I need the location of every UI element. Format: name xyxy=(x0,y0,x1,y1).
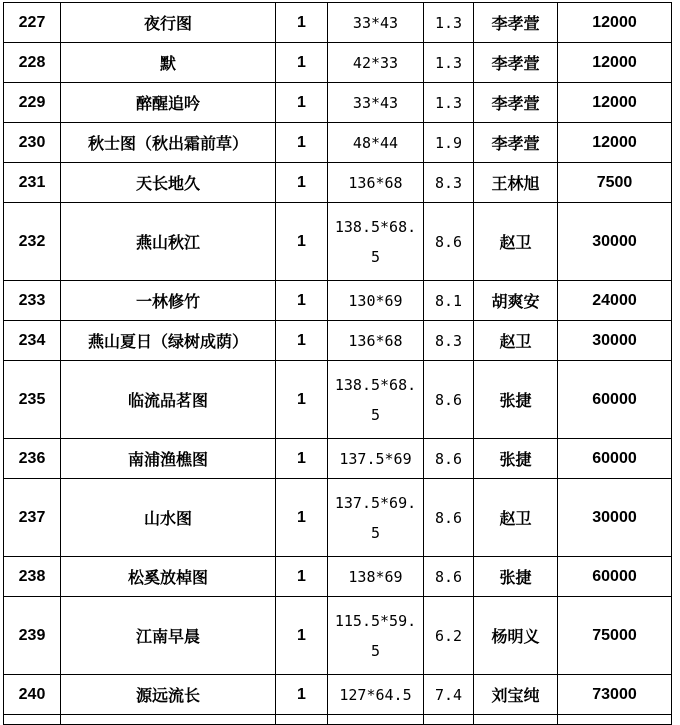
price: 73000 xyxy=(558,675,672,715)
artwork-size: 42*33 xyxy=(328,43,424,83)
artwork-size: 138.5*68.5 xyxy=(328,361,424,439)
area-value: 1.3 xyxy=(424,3,474,43)
area-value: 6.2 xyxy=(424,597,474,675)
empty-cell xyxy=(328,715,424,725)
empty-cell xyxy=(61,715,276,725)
area-value: 1.9 xyxy=(424,123,474,163)
table-row xyxy=(4,439,672,479)
artwork-size: 136*68 xyxy=(328,163,424,203)
artwork-table xyxy=(3,2,672,725)
area-value: 1.3 xyxy=(424,43,474,83)
quantity: 1 xyxy=(276,3,328,43)
price: 60000 xyxy=(558,557,672,597)
quantity: 1 xyxy=(276,43,328,83)
artist-name: 张捷 xyxy=(474,439,558,479)
artist-name: 杨明义 xyxy=(474,597,558,675)
artwork-title: 山水图 xyxy=(61,479,276,557)
empty-cell xyxy=(4,715,61,725)
table-row xyxy=(4,675,672,715)
table-row xyxy=(4,281,672,321)
row-number: 237 xyxy=(4,479,61,557)
price: 24000 xyxy=(558,281,672,321)
row-number: 233 xyxy=(4,281,61,321)
table-row-partial xyxy=(4,715,672,725)
artwork-title: 松奚放棹图 xyxy=(61,557,276,597)
area-value: 8.3 xyxy=(424,163,474,203)
artist-name: 胡爽安 xyxy=(474,281,558,321)
price: 60000 xyxy=(558,361,672,439)
artist-name: 李孝萱 xyxy=(474,3,558,43)
price: 30000 xyxy=(558,321,672,361)
area-value: 8.6 xyxy=(424,361,474,439)
table-row xyxy=(4,321,672,361)
empty-cell xyxy=(558,715,672,725)
table-row xyxy=(4,123,672,163)
artist-name: 张捷 xyxy=(474,557,558,597)
artwork-title: 燕山夏日（绿树成荫） xyxy=(61,321,276,361)
table-body xyxy=(4,3,672,725)
artwork-title: 秋士图（秋出霜前草） xyxy=(61,123,276,163)
artist-name: 李孝萱 xyxy=(474,43,558,83)
artwork-size: 137.5*69 xyxy=(328,439,424,479)
area-value: 8.6 xyxy=(424,557,474,597)
artist-name: 赵卫 xyxy=(474,479,558,557)
artist-name: 王林旭 xyxy=(474,163,558,203)
table-row xyxy=(4,163,672,203)
empty-cell xyxy=(474,715,558,725)
row-number: 228 xyxy=(4,43,61,83)
artwork-size: 137.5*69.5 xyxy=(328,479,424,557)
price: 7500 xyxy=(558,163,672,203)
quantity: 1 xyxy=(276,557,328,597)
artwork-size: 127*64.5 xyxy=(328,675,424,715)
quantity: 1 xyxy=(276,203,328,281)
quantity: 1 xyxy=(276,281,328,321)
quantity: 1 xyxy=(276,597,328,675)
artwork-size: 33*43 xyxy=(328,3,424,43)
table-row xyxy=(4,479,672,557)
table-row xyxy=(4,597,672,675)
artwork-title: 临流品茗图 xyxy=(61,361,276,439)
area-value: 8.3 xyxy=(424,321,474,361)
quantity: 1 xyxy=(276,321,328,361)
area-value: 8.6 xyxy=(424,203,474,281)
artwork-title: 燕山秋江 xyxy=(61,203,276,281)
row-number: 235 xyxy=(4,361,61,439)
artwork-title: 天长地久 xyxy=(61,163,276,203)
row-number: 234 xyxy=(4,321,61,361)
quantity: 1 xyxy=(276,123,328,163)
artist-name: 刘宝纯 xyxy=(474,675,558,715)
table-row xyxy=(4,361,672,439)
table-row xyxy=(4,43,672,83)
artwork-title: 夜行图 xyxy=(61,3,276,43)
artwork-size: 130*69 xyxy=(328,281,424,321)
artwork-size: 138*69 xyxy=(328,557,424,597)
artwork-title: 江南早晨 xyxy=(61,597,276,675)
artwork-size: 115.5*59.5 xyxy=(328,597,424,675)
row-number: 232 xyxy=(4,203,61,281)
artist-name: 张捷 xyxy=(474,361,558,439)
area-value: 8.6 xyxy=(424,479,474,557)
artwork-title: 源远流长 xyxy=(61,675,276,715)
artist-name: 赵卫 xyxy=(474,203,558,281)
row-number: 229 xyxy=(4,83,61,123)
price: 12000 xyxy=(558,123,672,163)
quantity: 1 xyxy=(276,479,328,557)
quantity: 1 xyxy=(276,163,328,203)
price: 12000 xyxy=(558,43,672,83)
area-value: 8.1 xyxy=(424,281,474,321)
artwork-size: 136*68 xyxy=(328,321,424,361)
row-number: 227 xyxy=(4,3,61,43)
artist-name: 李孝萱 xyxy=(474,123,558,163)
price: 12000 xyxy=(558,83,672,123)
price: 60000 xyxy=(558,439,672,479)
artwork-size: 138.5*68.5 xyxy=(328,203,424,281)
artwork-title: 醉醒追吟 xyxy=(61,83,276,123)
artwork-size: 48*44 xyxy=(328,123,424,163)
quantity: 1 xyxy=(276,439,328,479)
artist-name: 赵卫 xyxy=(474,321,558,361)
artwork-title: 默 xyxy=(61,43,276,83)
area-value: 1.3 xyxy=(424,83,474,123)
artwork-title: 南浦渔樵图 xyxy=(61,439,276,479)
empty-cell xyxy=(424,715,474,725)
artwork-size: 33*43 xyxy=(328,83,424,123)
row-number: 239 xyxy=(4,597,61,675)
row-number: 236 xyxy=(4,439,61,479)
row-number: 230 xyxy=(4,123,61,163)
table-row xyxy=(4,3,672,43)
row-number: 238 xyxy=(4,557,61,597)
quantity: 1 xyxy=(276,361,328,439)
price: 30000 xyxy=(558,203,672,281)
table-row xyxy=(4,203,672,281)
area-value: 7.4 xyxy=(424,675,474,715)
price: 12000 xyxy=(558,3,672,43)
price: 30000 xyxy=(558,479,672,557)
table-row xyxy=(4,83,672,123)
quantity: 1 xyxy=(276,675,328,715)
table-row xyxy=(4,557,672,597)
row-number: 231 xyxy=(4,163,61,203)
artist-name: 李孝萱 xyxy=(474,83,558,123)
artwork-title: 一林修竹 xyxy=(61,281,276,321)
empty-cell xyxy=(276,715,328,725)
row-number: 240 xyxy=(4,675,61,715)
price: 75000 xyxy=(558,597,672,675)
area-value: 8.6 xyxy=(424,439,474,479)
quantity: 1 xyxy=(276,83,328,123)
